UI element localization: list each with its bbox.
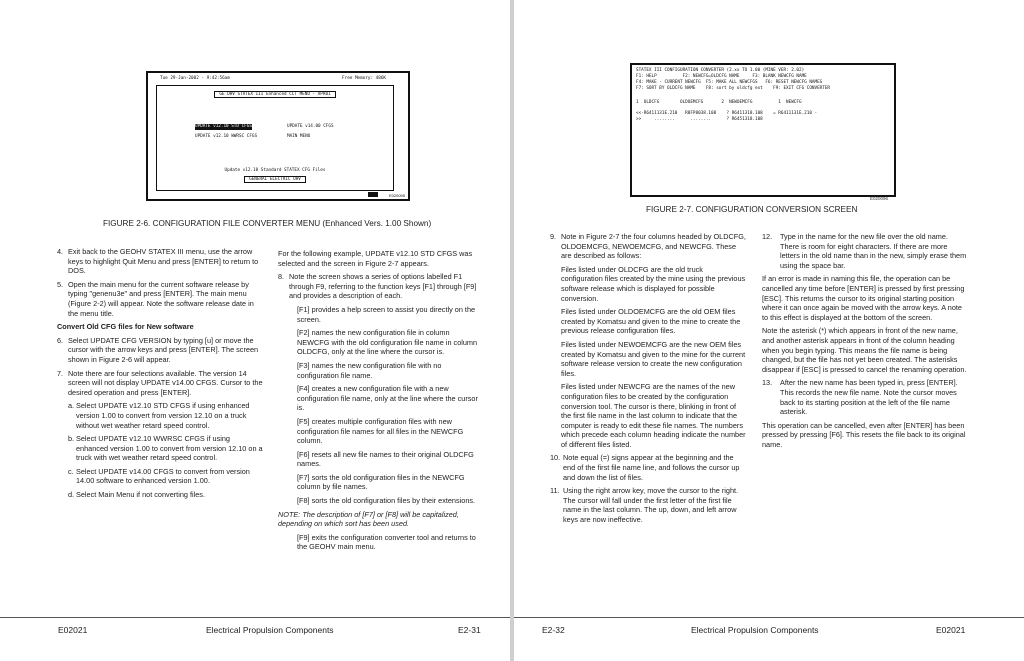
note: NOTE: The description of [F7] or [F8] will be capitalized, depending on which sort has been used. <box>278 509 459 529</box>
paragraph: Files listed under OLDOEMCFG are the old OEM files created by Komatsu and given to the mine to create the previous release configuration files. <box>561 307 741 336</box>
paragraph: [F5] creates multiple configuration files with new configuration file names for all files in the NEWCFG column. <box>297 416 464 446</box>
list-item: 10. Note equal (=) signs appear at the beginning and the end of the first file name line, and follows the cursor up and down the list of files. <box>550 453 740 482</box>
column-headings: 1 OLDCFG OLDOEMCFG 2 NEWOEMCFG 1 NEWCFG <box>636 100 802 105</box>
footer-rule <box>514 617 1024 618</box>
right-column-1 <box>550 232 746 529</box>
paragraph: Files listed under NEWCFG are the names of the new configuration files to be created by the configuration conversion tool. The cursor is there, blinking in front of the first file name in the last column to indicate that the computer is ready to edit these file names. The numbers which precede each column heading indicate the number of different files listed. <box>561 382 746 449</box>
function-keys-row-2: F4: MAKE - CURRENT NEWCFG F5: MAKE ALL NEWCFGS F6: RESET NEWCFG NAMES <box>636 80 823 85</box>
screen-memory: Free Memory: 486K <box>342 76 386 81</box>
menu-option-update-v14[interactable]: UPDATE v14.00 CFGS <box>287 124 334 129</box>
list-item: 7. Note there are four selections available. The version 14 screen will not display UPDATE v14.00 CFGS. Cursor to the desired operation and press [ENTER]. <box>57 368 263 397</box>
list-item: d. Select Main Menu if not converting files. <box>68 490 205 500</box>
footer-title: Electrical Propulsion Components <box>206 625 334 635</box>
footer-rule <box>0 617 510 618</box>
section-heading: Convert Old CFG files for New software <box>57 322 194 332</box>
paragraph: For the following example, UPDATE v12.10 STD CFGS was selected and the screen in Figure 2-7 appears. <box>278 249 473 268</box>
right-page <box>514 0 1024 661</box>
file-row[interactable]: >> ........ ........ ? R6451318.108 <box>636 117 763 122</box>
menu-title: GE OHV STATEX III Enhanced CCT MENU - APR01 <box>214 91 335 98</box>
paragraph: [F7] sorts the old configuration files in the NEWCFG column by file names. <box>297 472 465 492</box>
function-keys-row-3: F7: SORT BY OLDCFG NAME F8: sort by oldcfg ext F9: EXIT CFG CONVERTER <box>636 86 831 91</box>
list-item: 6. Select UPDATE CFG VERSION by typing [u] or move the cursor with the arrow keys and press [ENTER]. The screen shown in Figure 2-6 will appear. <box>57 335 259 364</box>
paragraph: If an error is made in naming this file, the operation can be cancelled any time before [ENTER] is pressed by first pressing [ESC]. This returns the cursor to its original starting position where it can once again be moved with the arrow keys. A note to this effect is displayed at the bottom of the screen. <box>762 274 965 322</box>
footer-doc-id: E02021 <box>58 625 88 635</box>
config-conversion-screenshot <box>630 63 896 197</box>
screen-brand-label: GENERAL ELECTRIC OHV <box>244 176 306 183</box>
paragraph: Note the asterisk (*) which appears in front of the new name, and another asterisk appears in front of the column heading when you begin typing. This means the file name is being changed, but the file has not yet been created. The asterisks disappear if [ESC] is pressed to cancel the renaming operation. <box>762 326 967 374</box>
paragraph: Files listed under OLDCFG are the old truck configuration files created by the mine using the previous software release which is displayed for possible conversion. <box>561 264 746 303</box>
list-item: 11. Using the right arrow key, move the cursor to the right. The cursor will fall under the first letter of the first file name in the last column. The up, down, and left arrow keys are now ineffective. <box>550 486 739 525</box>
list-item: 9. Note in Figure 2-7 the four columns headed by OLDCFG, OLDOEMCFG, NEWOEMCFG, and NEWCFG. These are described as follows: <box>550 232 746 261</box>
menu-frame <box>156 85 394 191</box>
paragraph: Files listed under NEWOEMCFG are the new OEM files created by Komatsu and given to the mine for the current software release version to create the new configuration files. <box>561 339 746 378</box>
list-item: 8. Note the screen shows a series of options labelled F1 through F9, referring to the function keys [F1] through [F9] and provides a description of each. <box>278 272 477 301</box>
list-item: b. Select UPDATE v12.10 WWRSC CFGS if using enhanced version 1.00 to convert from version 12.10 on a truck with wet weather retard speed control. <box>68 434 263 463</box>
footer-page-number: E2-31 <box>458 625 481 635</box>
list-item: 13. After the new name has been typed in, press [ENTER]. This records the new file name. Note the cursor moves back to its starting position at the left of the file name asterisk. <box>762 378 958 417</box>
config-converter-menu-screenshot <box>146 71 410 201</box>
figure-id: E020095 <box>388 192 405 198</box>
menu-option-update-v12-wwrsc[interactable]: UPDATE v12.10 WWRSC CFGS <box>195 134 258 139</box>
paragraph: [F1] provides a help screen to assist you directly on the screen. <box>297 304 476 324</box>
footer-page-number: E2-32 <box>542 625 565 635</box>
menu-option-main-menu[interactable]: MAIN MENU <box>287 134 311 139</box>
paragraph: [F2] names the new configuration file in column NEWCFG with the old configuration file name in column OLDCFG, only at the line where the cursor is. <box>297 328 478 357</box>
list-item: 4. Exit back to the GEOHV STATEX III menu, use the arrow keys to highlight Quit Menu and press [ENTER] to return to DOS. <box>57 247 259 276</box>
list-item: a. Select UPDATE v12.10 STD CFGS if using enhanced version 1.00 to convert from version 12.10 on a truck without wet weather retard speed control. <box>68 401 250 430</box>
footer-doc-id: E02021 <box>936 625 966 635</box>
footer-title: Electrical Propulsion Components <box>691 625 819 635</box>
paragraph: [F6] resets all new file names to their original OLDCFG names. <box>297 449 474 469</box>
screen-badge <box>368 192 378 197</box>
figure-caption: FIGURE 2-6. CONFIGURATION FILE CONVERTER MENU (Enhanced Vers. 1.00 Shown) <box>103 219 432 228</box>
figure-caption: FIGURE 2-7. CONFIGURATION CONVERSION SCREEN <box>646 205 858 214</box>
paragraph: This operation can be cancelled, even after [ENTER] has been pressed by pressing [F6]. This resets the file back to its original name. <box>762 420 966 449</box>
list-item: 5. Open the main menu for the current software release by typing "genenu3e" and press [ENTER]. The main menu (Figure 2-2) will appear. Note the software release date in the menu title. <box>57 279 254 318</box>
list-item: c. Select UPDATE v14.00 CFGS to convert from version 14.00 software to enhanced version 1.00. <box>68 466 250 486</box>
left-column-1 <box>57 247 263 504</box>
function-keys-row-1: F1: HELP F2: NEWCFG=OLDCFG NAME F3: BLANK NEWCFG NAME <box>636 74 807 79</box>
left-page <box>0 0 510 661</box>
paragraph: [F4] creates a new configuration file with a new configuration file name, only at the line where the cursor is. <box>297 384 478 413</box>
paragraph: [F3] names the new configuration file with no configuration file name. <box>297 360 442 380</box>
file-row[interactable]: <<-R6411131E.210 R8FP8038.108 ? R6411318.108 = R6411131E.210 - <box>636 111 818 116</box>
figure-id: E020096 <box>870 196 889 201</box>
screen-date: Tue 29-Jan-2002 - 9:42:56am <box>160 76 230 81</box>
right-column-2 <box>762 232 968 453</box>
list-item: 12. Type in the name for the new file over the old name. There is room for eight characters. If there are more letters in the old name than in the new, simply erase them using the space bar. <box>762 232 967 270</box>
menu-option-update-v12-std[interactable]: UPDATE v12.10 STD CFGS <box>195 124 252 129</box>
paragraph: [F9] exits the configuration converter tool and returns to the GEOHV main menu. <box>297 532 476 552</box>
paragraph: [F8] sorts the old configuration files by their extensions. <box>297 496 476 506</box>
screen-status-text: Update v12.10 Standard STATEX CFG Files <box>224 168 326 173</box>
screen-title: STATEX III CONFIGURATION CONVERTER (2.xx TO 1.00 (MINE VER: 2.02) <box>636 68 805 73</box>
left-column-2 <box>278 249 483 556</box>
